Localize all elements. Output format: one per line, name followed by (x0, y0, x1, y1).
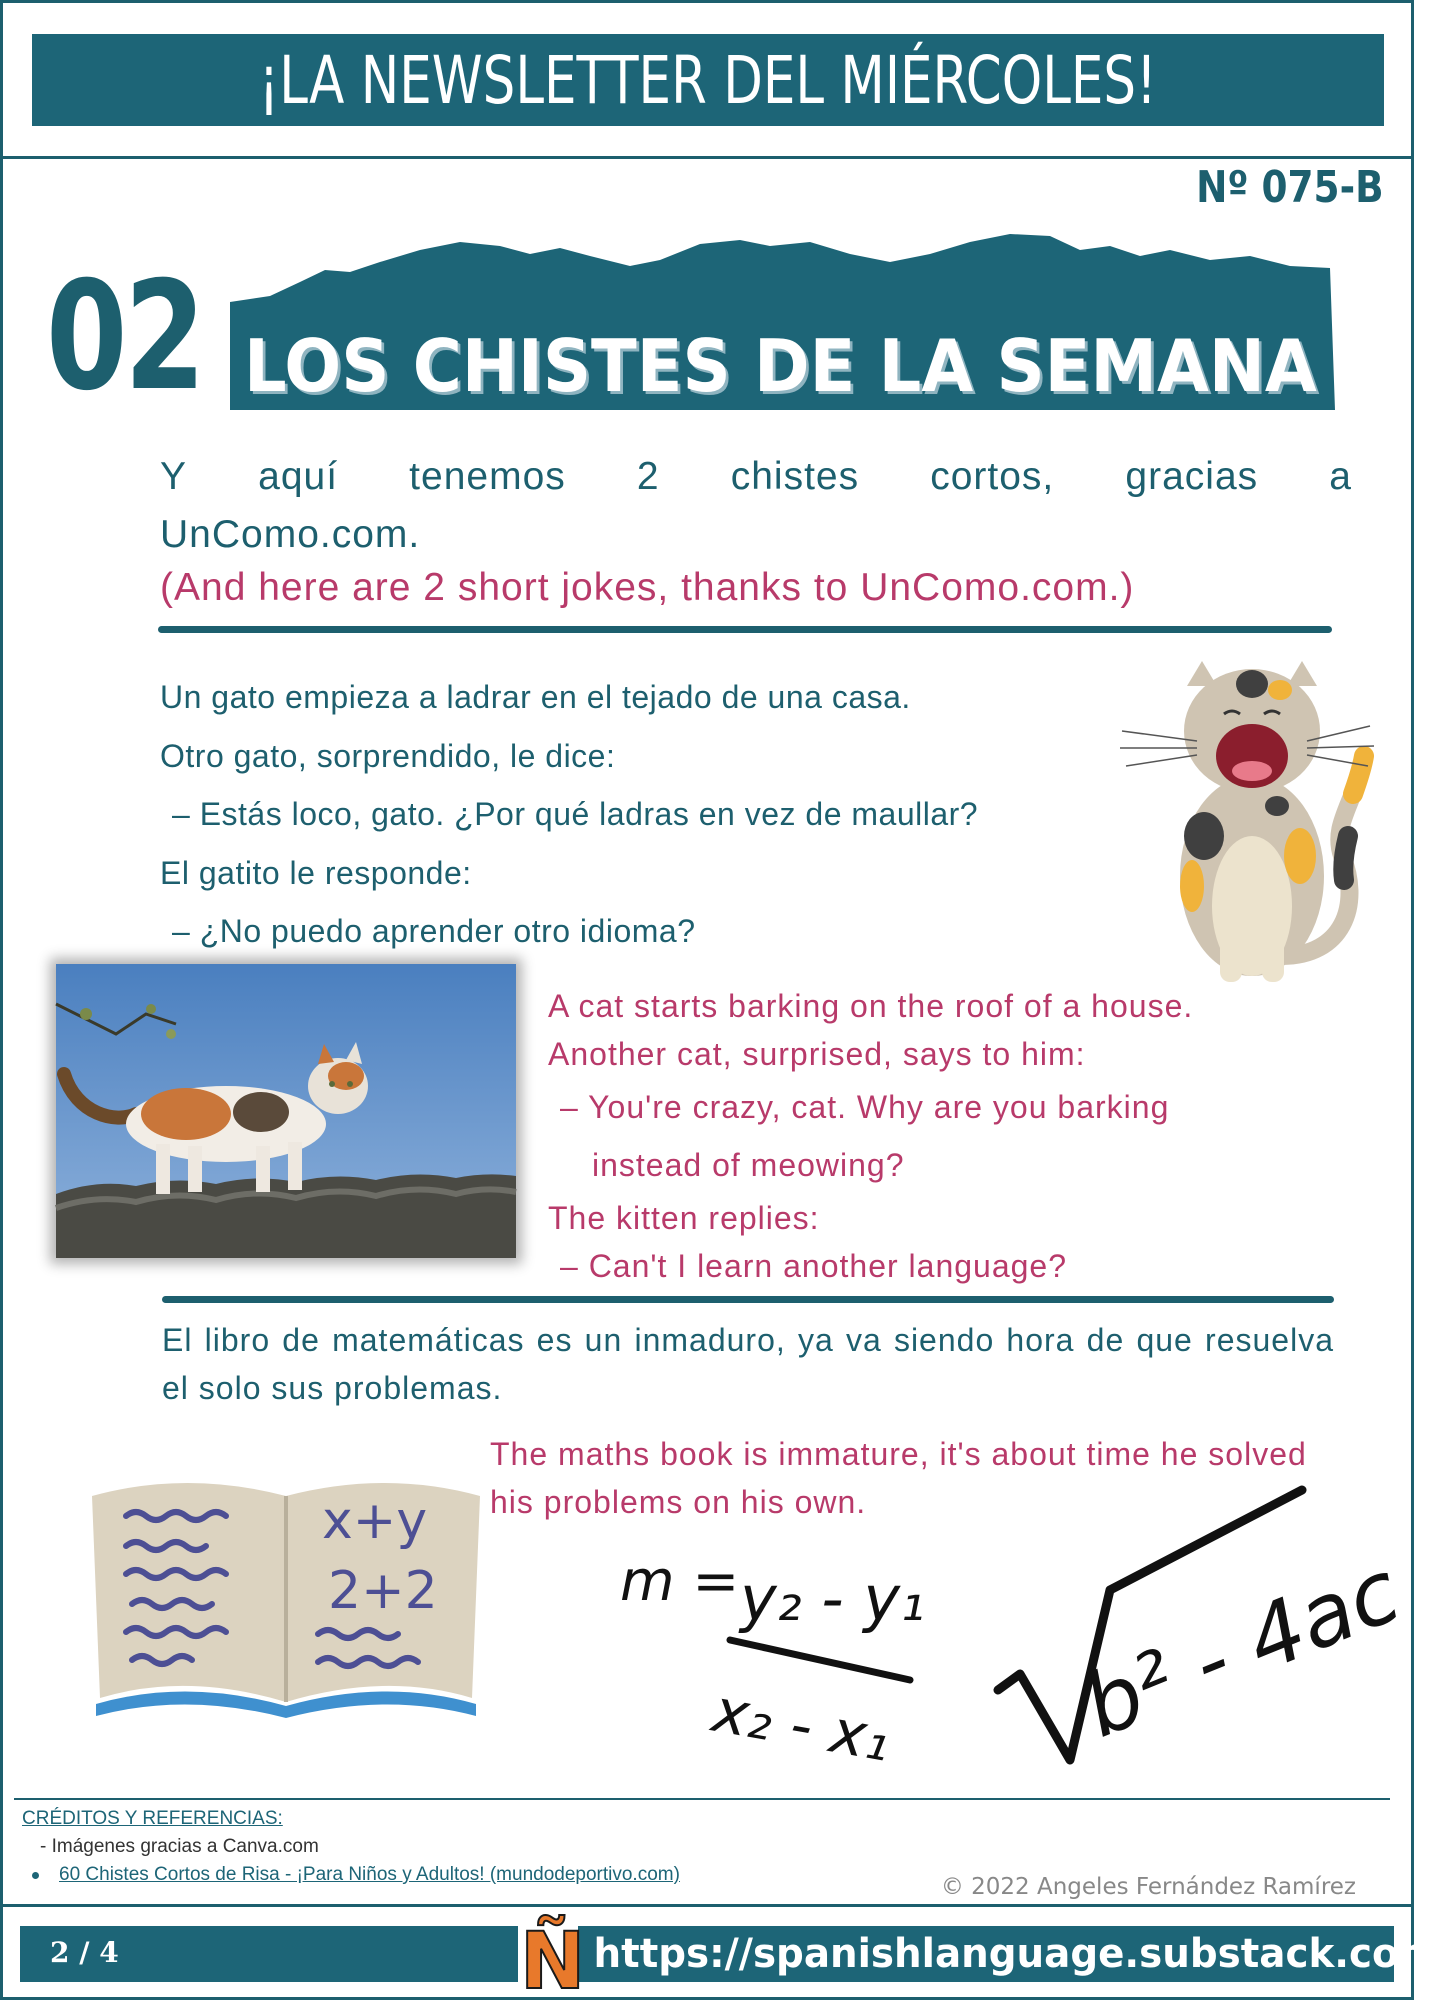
math-book-illustration (86, 1466, 486, 1718)
joke1-es-line: – ¿No puedo aprender otro idioma? (172, 913, 696, 949)
newsletter-banner (32, 34, 1384, 126)
joke1-spanish (160, 668, 978, 961)
credits-images: - Imágenes gracias a Canva.com (40, 1836, 319, 1857)
joke1-es-line: Otro gato, sorprendido, le dice: (160, 737, 616, 774)
joke2-spanish: El libro de matemáticas es un inmaduro, ya va siendo hora de que resuelva el solo sus problemas. (162, 1322, 1334, 1406)
logo-letter: Ñ (520, 1917, 586, 2000)
site-url-link[interactable]: https://spanishlanguage.substack.com (593, 1931, 1439, 1977)
book-text-xy: x+y (322, 1491, 428, 1551)
url-bar (578, 1926, 1439, 1982)
intro-spanish (160, 448, 1352, 564)
joke1-en-line: The kitten replies: (548, 1200, 820, 1236)
credits-section (22, 1808, 680, 1886)
joke1-en-line: instead of meowing? (592, 1147, 905, 1183)
joke1-en-line: – You're crazy, cat. Why are you barking (560, 1089, 1170, 1125)
joke1-es-line: – Estás loco, gato. ¿Por qué ladras en vez de maullar? (172, 796, 979, 832)
n-tilde-logo-icon (516, 1906, 586, 2000)
reference-link[interactable]: 60 Chistes Cortos de Risa - ¡Para Niños y Adultos! (mundodeportivo.com) (59, 1864, 680, 1885)
slope-denominator: x₂ - x₁ (707, 1675, 896, 1776)
intro-spanish-line1 (160, 448, 1352, 506)
divider (162, 1296, 1334, 1303)
meowing-cat-illustration (1112, 656, 1382, 986)
joke1-es-line: Un gato empieza a ladrar en el tejado de una casa. (160, 679, 911, 715)
intro-word: a (1329, 455, 1352, 498)
section-number: 02 (46, 250, 203, 424)
copyright: © 2022 Angeles Fernández Ramírez (940, 1874, 1356, 1900)
cat-on-roof-photo (56, 964, 516, 1258)
section-title-banner (230, 232, 1335, 410)
intro-english: (And here are 2 short jokes, thanks to UnComo.com.) (160, 566, 1135, 609)
intro-word: aquí (258, 455, 339, 498)
section-title: LOS CHISTES DE LA SEMANA (244, 324, 1317, 408)
joke2-english: The maths book is immature, it's about time he solved his problems on his own. (490, 1436, 1307, 1520)
slope-lhs: m = (620, 1549, 740, 1614)
joke1-es-line: El gatito le responde: (160, 854, 472, 891)
credits-title: CRÉDITOS Y REFERENCIAS: (22, 1808, 283, 1829)
book-text-2plus2: 2+2 (328, 1561, 438, 1621)
credits-reference-item (22, 1864, 680, 1886)
quadratic-root-formula (990, 1480, 1414, 1770)
page-number: 2 / 4 (50, 1936, 119, 1969)
sqrt-expression: b² - 4ac (1070, 1541, 1414, 1758)
divider (158, 626, 1332, 633)
newsletter-title: ¡LA NEWSLETTER DEL MIÉRCOLES! (258, 41, 1158, 119)
joke1-en-line: – Can't I learn another language? (560, 1248, 1068, 1284)
intro-word: chistes (730, 455, 860, 498)
intro-word: tenemos (409, 455, 566, 498)
intro-word: cortos, (930, 455, 1055, 498)
joke1-english (548, 982, 1193, 1290)
intro-word: gracias (1125, 455, 1259, 498)
credits-divider (14, 1798, 1390, 1800)
intro-spanish-line2: UnComo.com. (160, 513, 421, 556)
intro-word: 2 (636, 455, 660, 498)
slope-formula (610, 1530, 930, 1776)
intro-word: Y (160, 455, 188, 498)
bullet-icon (32, 1872, 39, 1879)
slope-numerator: y₂ - y₁ (740, 1562, 925, 1635)
issue-number: Nº 075-B (1196, 162, 1384, 213)
joke1-en-line: Another cat, surprised, says to him: (548, 1036, 1086, 1072)
joke1-en-line: A cat starts barking on the roof of a house. (548, 988, 1194, 1024)
